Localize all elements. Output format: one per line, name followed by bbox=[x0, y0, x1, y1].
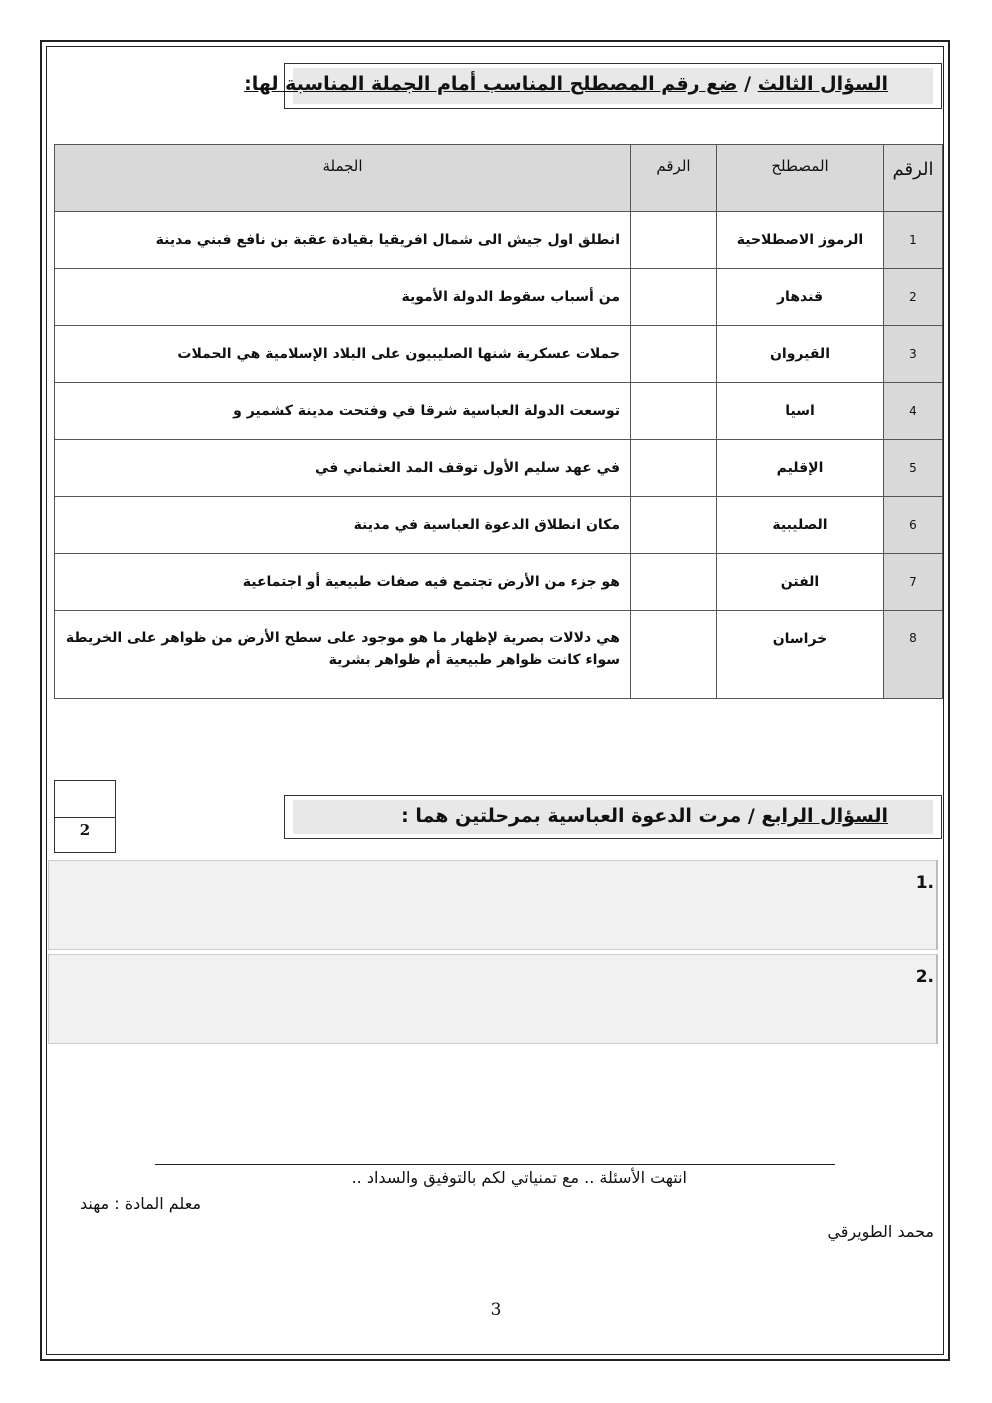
row-term: الفتن bbox=[717, 554, 884, 611]
row-sentence: حملات عسكرية شنها الصليبيون على البلاد الإسلامية هي الحملات bbox=[55, 326, 631, 383]
row-sentence: في عهد سليم الأول توقف المد العثماني في bbox=[55, 440, 631, 497]
table-header-row bbox=[55, 145, 943, 212]
question4-separator: / bbox=[741, 805, 762, 827]
row-number: 7 bbox=[884, 554, 943, 611]
row-number: 1 bbox=[884, 212, 943, 269]
question3-separator: / bbox=[737, 73, 758, 95]
row-term: اسيا bbox=[717, 383, 884, 440]
row-sentence: انطلق اول جيش الى شمال افريقيا بقيادة عقبة بن نافع فبني مدينة bbox=[55, 212, 631, 269]
score-box bbox=[54, 780, 116, 853]
answer-area[interactable] bbox=[48, 860, 938, 950]
table-row bbox=[55, 497, 943, 554]
row-answer-cell[interactable] bbox=[631, 611, 717, 699]
row-answer-cell[interactable] bbox=[631, 497, 717, 554]
row-term: خراسان bbox=[717, 611, 884, 699]
row-term: القيروان bbox=[717, 326, 884, 383]
row-sentence-multiline bbox=[55, 611, 631, 699]
header-number: الرقم bbox=[884, 145, 943, 212]
row-sentence: مكان انطلاق الدعوة العباسية في مدينة bbox=[55, 497, 631, 554]
row-answer-cell[interactable] bbox=[631, 440, 717, 497]
header-term: المصطلح bbox=[717, 145, 884, 212]
table-row bbox=[55, 212, 943, 269]
question4-label: السؤال الرابع bbox=[761, 805, 888, 827]
row-answer-cell[interactable] bbox=[631, 212, 717, 269]
teacher-label: معلم المادة : مهند bbox=[80, 1194, 202, 1213]
question3-label: السؤال الثالث bbox=[757, 73, 888, 95]
row-number: 6 bbox=[884, 497, 943, 554]
footer-divider bbox=[155, 1164, 835, 1165]
row-term: الرموز الاصطلاحية bbox=[717, 212, 884, 269]
row-number: 3 bbox=[884, 326, 943, 383]
row-answer-cell[interactable] bbox=[631, 326, 717, 383]
row-answer-cell[interactable] bbox=[631, 383, 717, 440]
terms-matching-table bbox=[54, 144, 943, 699]
header-sentence: الجملة bbox=[55, 145, 631, 212]
answer-label: 1. bbox=[915, 873, 934, 893]
row-number: 4 bbox=[884, 383, 943, 440]
row-sentence-line1: هي دلالات بصرية لإظهار ما هو موجود على سطح الأرض من ظواهر على الخريطة bbox=[65, 630, 620, 646]
teacher-name: محمد الطويرقي bbox=[827, 1222, 934, 1241]
question3-instruction: ضع رقم المصطلح المناسب أمام الجملة المناسبة لها: bbox=[244, 73, 738, 95]
table-row bbox=[55, 554, 943, 611]
table-row bbox=[55, 611, 943, 699]
row-number: 8 bbox=[884, 611, 943, 699]
row-term: قندهار bbox=[717, 269, 884, 326]
row-sentence: هو جزء من الأرض تجتمع فيه صفات طبيعية أو اجتماعية bbox=[55, 554, 631, 611]
row-term: الصليبية bbox=[717, 497, 884, 554]
row-number: 2 bbox=[884, 269, 943, 326]
row-sentence-line2: سواء كانت ظواهر طبيعية أم ظواهر بشرية bbox=[328, 652, 620, 668]
answer-area[interactable] bbox=[48, 954, 938, 1044]
question4-instruction: مرت الدعوة العباسية بمرحلتين هما : bbox=[401, 805, 742, 827]
question3-heading bbox=[244, 73, 888, 95]
question4-heading bbox=[401, 805, 888, 827]
row-number: 5 bbox=[884, 440, 943, 497]
score-value: 2 bbox=[79, 821, 91, 839]
header-match-number: الرقم bbox=[631, 145, 717, 212]
row-sentence: توسعت الدولة العباسية شرقا في وفتحت مدينة كشمير و bbox=[55, 383, 631, 440]
closing-text: انتهت الأسئلة .. مع تمنياتي لكم بالتوفيق والسداد .. bbox=[351, 1168, 687, 1187]
answer-label: 2. bbox=[915, 967, 934, 987]
row-term: الإقليم bbox=[717, 440, 884, 497]
row-answer-cell[interactable] bbox=[631, 269, 717, 326]
row-sentence: من أسباب سقوط الدولة الأموية bbox=[55, 269, 631, 326]
page-number: 3 bbox=[490, 1300, 502, 1320]
table-row bbox=[55, 383, 943, 440]
row-answer-cell[interactable] bbox=[631, 554, 717, 611]
table-row bbox=[55, 326, 943, 383]
table-row bbox=[55, 440, 943, 497]
table-row bbox=[55, 269, 943, 326]
